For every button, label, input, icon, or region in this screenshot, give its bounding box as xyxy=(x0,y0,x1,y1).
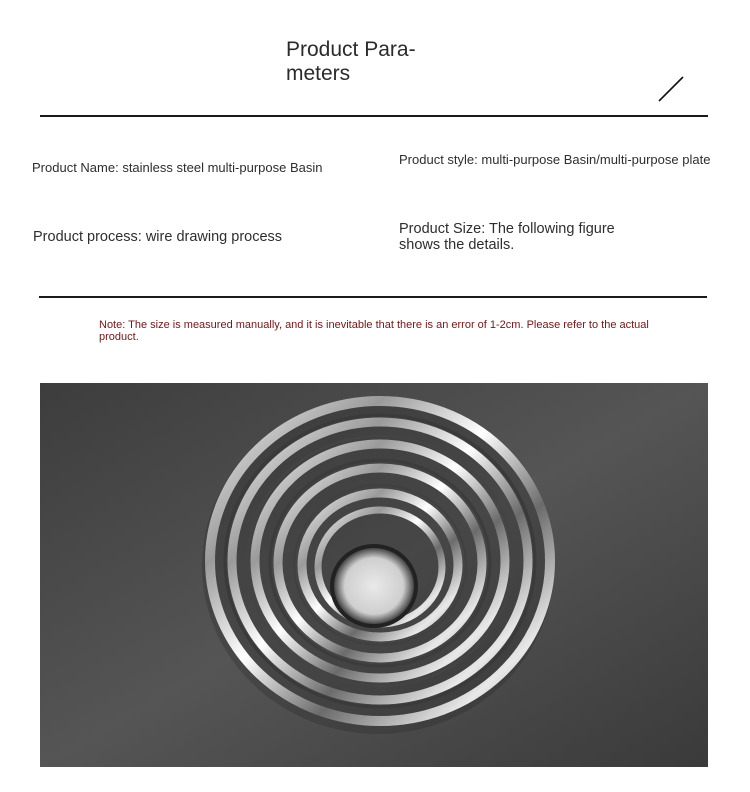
slash-icon xyxy=(656,74,686,104)
product-photo xyxy=(40,383,708,767)
product-process: Product process: wire drawing process xyxy=(33,229,283,245)
product-size: Product Size: The following figure shows the details. xyxy=(399,221,615,253)
top-divider xyxy=(40,115,708,117)
bottom-divider xyxy=(39,296,707,298)
page-title: Product Para-meters xyxy=(286,38,416,85)
product-name: Product Name: stainless steel multi-purpose Basin xyxy=(32,160,323,175)
size-note: Note: The size is measured manually, and it is inevitable that there is an error of 1-2cm. Please refer to the actual product. xyxy=(99,319,649,343)
product-style: Product style: multi-purpose Basin/multi-purpose plate xyxy=(399,152,711,167)
